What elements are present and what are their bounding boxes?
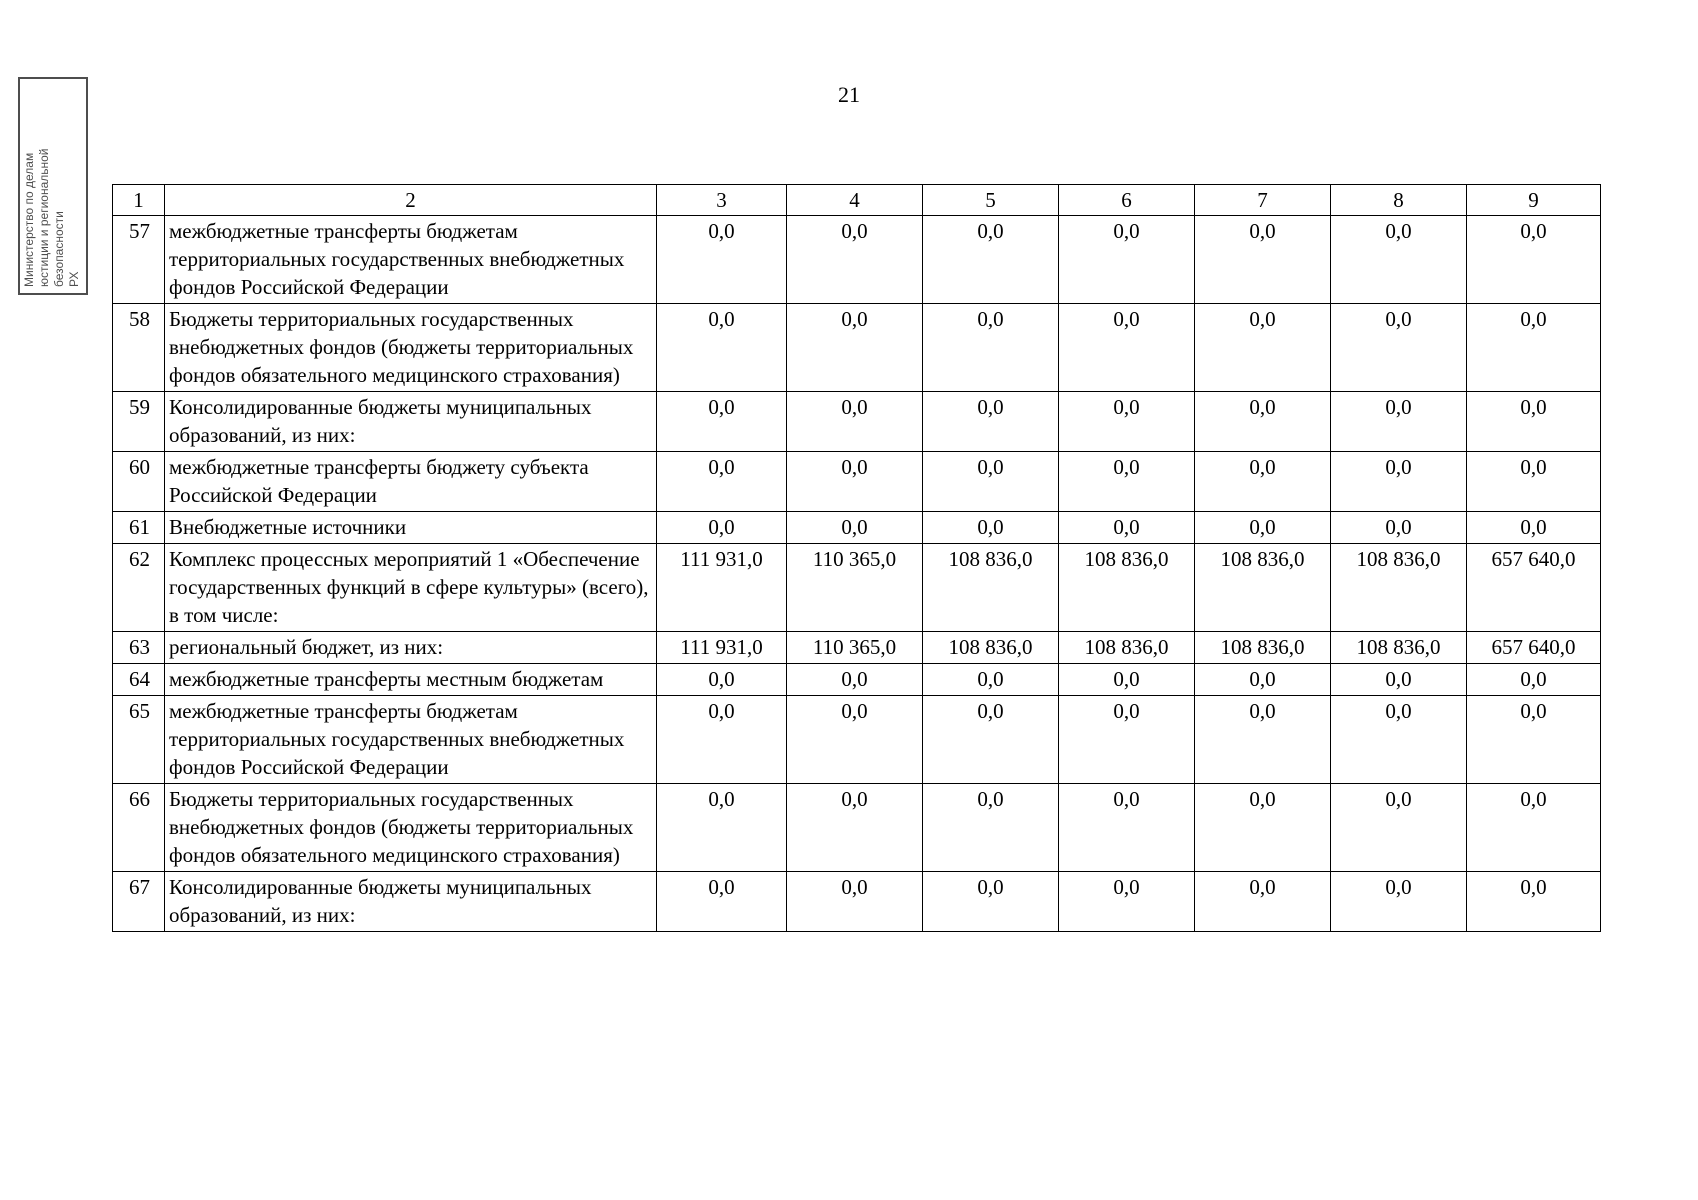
stamp-line: Министерство по делам (22, 152, 36, 287)
value-cell: 0,0 (787, 872, 923, 932)
value-cell: 0,0 (657, 664, 787, 696)
value-cell: 108 836,0 (1331, 544, 1467, 632)
value-cell: 0,0 (1467, 304, 1601, 392)
value-cell: 111 931,0 (657, 632, 787, 664)
value-cell: 0,0 (1195, 664, 1331, 696)
table-row (113, 784, 1601, 872)
value-cell: 0,0 (1467, 216, 1601, 304)
value-cell: 0,0 (657, 216, 787, 304)
value-cell: 0,0 (1331, 784, 1467, 872)
value-cell: 0,0 (1331, 392, 1467, 452)
table-row (113, 664, 1601, 696)
column-header: 5 (923, 185, 1059, 216)
stamp-line: безопасности (52, 211, 66, 287)
value-cell: 0,0 (923, 784, 1059, 872)
row-number: 60 (113, 452, 165, 512)
row-description: межбюджетные трансферты бюджетам территориальных государственных внебюджетных фондов Российской Федерации (165, 216, 657, 304)
value-cell: 0,0 (1467, 512, 1601, 544)
table-row (113, 452, 1601, 512)
value-cell: 108 836,0 (1059, 632, 1195, 664)
row-description: межбюджетные трансферты местным бюджетам (165, 664, 657, 696)
value-cell: 0,0 (1059, 392, 1195, 452)
value-cell: 0,0 (1059, 696, 1195, 784)
value-cell: 0,0 (1331, 696, 1467, 784)
table-header-row (113, 185, 1601, 216)
value-cell: 0,0 (1195, 872, 1331, 932)
value-cell: 0,0 (1467, 452, 1601, 512)
value-cell: 0,0 (787, 696, 923, 784)
table-row (113, 872, 1601, 932)
table-row (113, 544, 1601, 632)
value-cell: 0,0 (1331, 512, 1467, 544)
stamp-line: юстиции и региональной (37, 148, 51, 287)
value-cell: 0,0 (657, 784, 787, 872)
column-header: 7 (1195, 185, 1331, 216)
column-header: 6 (1059, 185, 1195, 216)
column-header: 4 (787, 185, 923, 216)
value-cell: 0,0 (1467, 664, 1601, 696)
value-cell: 0,0 (787, 452, 923, 512)
row-description: межбюджетные трансферты бюджету субъекта Российской Федерации (165, 452, 657, 512)
value-cell: 0,0 (657, 512, 787, 544)
value-cell: 0,0 (1331, 872, 1467, 932)
column-header: 8 (1331, 185, 1467, 216)
column-header: 3 (657, 185, 787, 216)
value-cell: 0,0 (787, 664, 923, 696)
value-cell: 0,0 (1467, 784, 1601, 872)
value-cell: 0,0 (1195, 392, 1331, 452)
table-row (113, 392, 1601, 452)
row-number: 66 (113, 784, 165, 872)
value-cell: 0,0 (787, 512, 923, 544)
row-description: Внебюджетные источники (165, 512, 657, 544)
value-cell: 0,0 (657, 392, 787, 452)
value-cell: 657 640,0 (1467, 632, 1601, 664)
row-number: 64 (113, 664, 165, 696)
row-description: Бюджеты территориальных государственных внебюджетных фондов (бюджеты территориальных фондов обязательного медицинского страхования) (165, 784, 657, 872)
row-description: Консолидированные бюджеты муниципальных образований, из них: (165, 872, 657, 932)
row-number: 63 (113, 632, 165, 664)
column-header: 2 (165, 185, 657, 216)
value-cell: 0,0 (1467, 872, 1601, 932)
value-cell: 0,0 (1195, 784, 1331, 872)
value-cell: 0,0 (923, 304, 1059, 392)
value-cell: 0,0 (787, 392, 923, 452)
column-header: 9 (1467, 185, 1601, 216)
value-cell: 0,0 (1059, 452, 1195, 512)
value-cell: 0,0 (1331, 216, 1467, 304)
value-cell: 110 365,0 (787, 544, 923, 632)
value-cell: 0,0 (1059, 304, 1195, 392)
value-cell: 0,0 (657, 452, 787, 512)
row-number: 67 (113, 872, 165, 932)
value-cell: 0,0 (923, 392, 1059, 452)
value-cell: 108 836,0 (1195, 544, 1331, 632)
value-cell: 0,0 (1059, 872, 1195, 932)
value-cell: 110 365,0 (787, 632, 923, 664)
table-row (113, 512, 1601, 544)
row-number: 59 (113, 392, 165, 452)
table-row (113, 632, 1601, 664)
table-body (113, 216, 1601, 932)
value-cell: 0,0 (1331, 452, 1467, 512)
row-number: 62 (113, 544, 165, 632)
value-cell: 0,0 (1059, 664, 1195, 696)
value-cell: 0,0 (1195, 512, 1331, 544)
table-row (113, 304, 1601, 392)
value-cell: 0,0 (923, 512, 1059, 544)
value-cell: 657 640,0 (1467, 544, 1601, 632)
value-cell: 108 836,0 (1195, 632, 1331, 664)
value-cell: 0,0 (657, 872, 787, 932)
row-number: 57 (113, 216, 165, 304)
value-cell: 0,0 (1059, 784, 1195, 872)
row-description: Комплекс процессных мероприятий 1 «Обеспечение государственных функций в сфере культуры» (всего), в том числе: (165, 544, 657, 632)
row-number: 58 (113, 304, 165, 392)
value-cell: 0,0 (1467, 392, 1601, 452)
value-cell: 108 836,0 (1059, 544, 1195, 632)
value-cell: 0,0 (1195, 304, 1331, 392)
registration-stamp (18, 77, 88, 295)
value-cell: 0,0 (923, 216, 1059, 304)
value-cell: 0,0 (657, 304, 787, 392)
row-description: Бюджеты территориальных государственных внебюджетных фондов (бюджеты территориальных фондов обязательного медицинского страхования) (165, 304, 657, 392)
budget-table (112, 184, 1601, 932)
value-cell: 0,0 (657, 696, 787, 784)
value-cell: 0,0 (923, 452, 1059, 512)
page-number: 21 (838, 82, 860, 107)
value-cell: 0,0 (1059, 512, 1195, 544)
value-cell: 0,0 (923, 872, 1059, 932)
value-cell: 0,0 (923, 664, 1059, 696)
table-row (113, 696, 1601, 784)
row-description: Консолидированные бюджеты муниципальных образований, из них: (165, 392, 657, 452)
stamp-line: РХ (67, 271, 81, 287)
column-header: 1 (113, 185, 165, 216)
value-cell: 108 836,0 (923, 632, 1059, 664)
value-cell: 0,0 (1059, 216, 1195, 304)
value-cell: 0,0 (787, 216, 923, 304)
row-number: 65 (113, 696, 165, 784)
table-row (113, 216, 1601, 304)
value-cell: 108 836,0 (923, 544, 1059, 632)
value-cell: 0,0 (1467, 696, 1601, 784)
value-cell: 0,0 (1195, 216, 1331, 304)
value-cell: 108 836,0 (1331, 632, 1467, 664)
row-description: межбюджетные трансферты бюджетам территориальных государственных внебюджетных фондов Российской Федерации (165, 696, 657, 784)
value-cell: 0,0 (787, 304, 923, 392)
value-cell: 0,0 (1331, 304, 1467, 392)
value-cell: 0,0 (1195, 696, 1331, 784)
row-number: 61 (113, 512, 165, 544)
value-cell: 111 931,0 (657, 544, 787, 632)
value-cell: 0,0 (1195, 452, 1331, 512)
row-description: региональный бюджет, из них: (165, 632, 657, 664)
value-cell: 0,0 (787, 784, 923, 872)
value-cell: 0,0 (1331, 664, 1467, 696)
value-cell: 0,0 (923, 696, 1059, 784)
